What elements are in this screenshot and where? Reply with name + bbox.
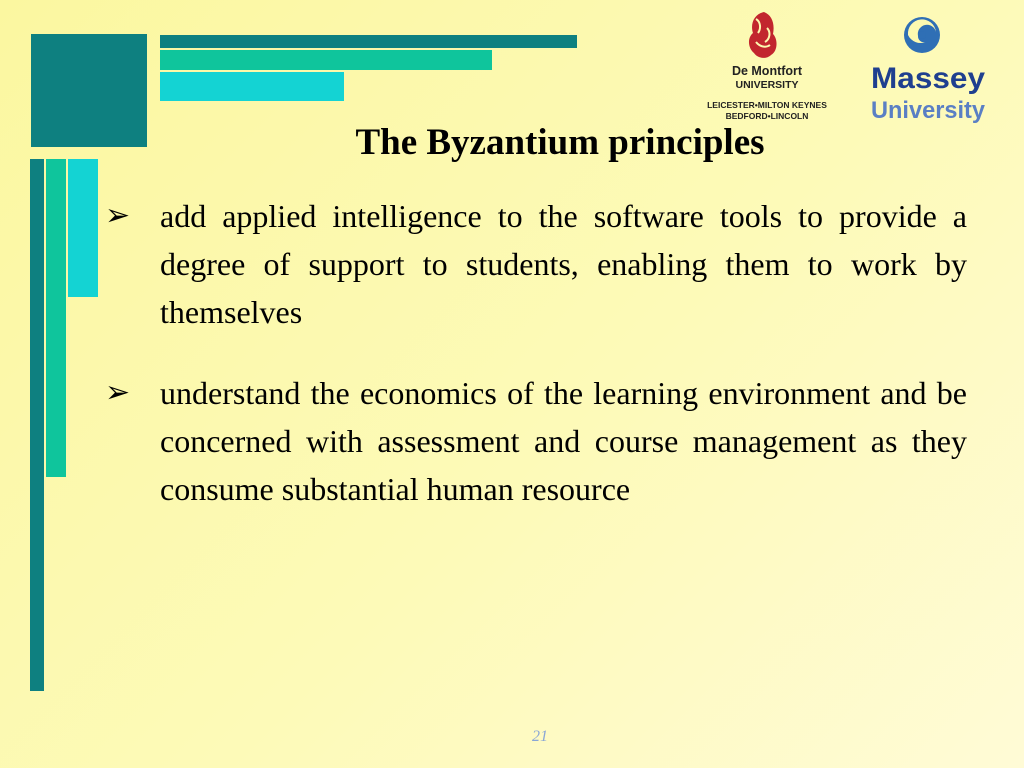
slide-title: The Byzantium principles xyxy=(355,122,765,163)
bullet-item xyxy=(105,192,967,336)
top-bar-dark xyxy=(160,35,577,48)
massey-swirl-icon xyxy=(904,17,940,53)
dmu-line1: De Montfort xyxy=(731,64,803,78)
bullet-item xyxy=(105,369,967,513)
left-bar-green xyxy=(46,159,66,477)
dmu-line2: University xyxy=(735,79,799,91)
top-bar-cyan xyxy=(160,72,344,101)
arrow-bullet-icon: ➢ xyxy=(105,376,131,409)
teal-square-block xyxy=(31,34,147,147)
page-number: 21 xyxy=(532,728,548,745)
top-bar-green xyxy=(160,50,492,70)
arrow-bullet-icon: ➢ xyxy=(105,199,131,232)
massey-line2: University xyxy=(871,97,986,124)
massey-line1: Massey xyxy=(871,62,986,95)
left-bar-dark xyxy=(30,159,44,691)
bullet-text: understand the economics of the learning environment and be concerned with assessment and course management as they consume substantial human resource xyxy=(160,375,967,507)
left-bar-cyan xyxy=(68,159,98,297)
lion-crest-icon xyxy=(749,12,777,58)
dmu-line4: Bedford•Lincoln xyxy=(725,111,809,121)
dmu-line3: Leicester•Milton Keynes xyxy=(707,100,827,110)
de-montfort-logo xyxy=(690,6,845,124)
bullet-text: add applied intelligence to the software tools to provide a degree of support to students, enabling them to work by themselves xyxy=(160,198,967,330)
massey-logo xyxy=(868,10,988,125)
